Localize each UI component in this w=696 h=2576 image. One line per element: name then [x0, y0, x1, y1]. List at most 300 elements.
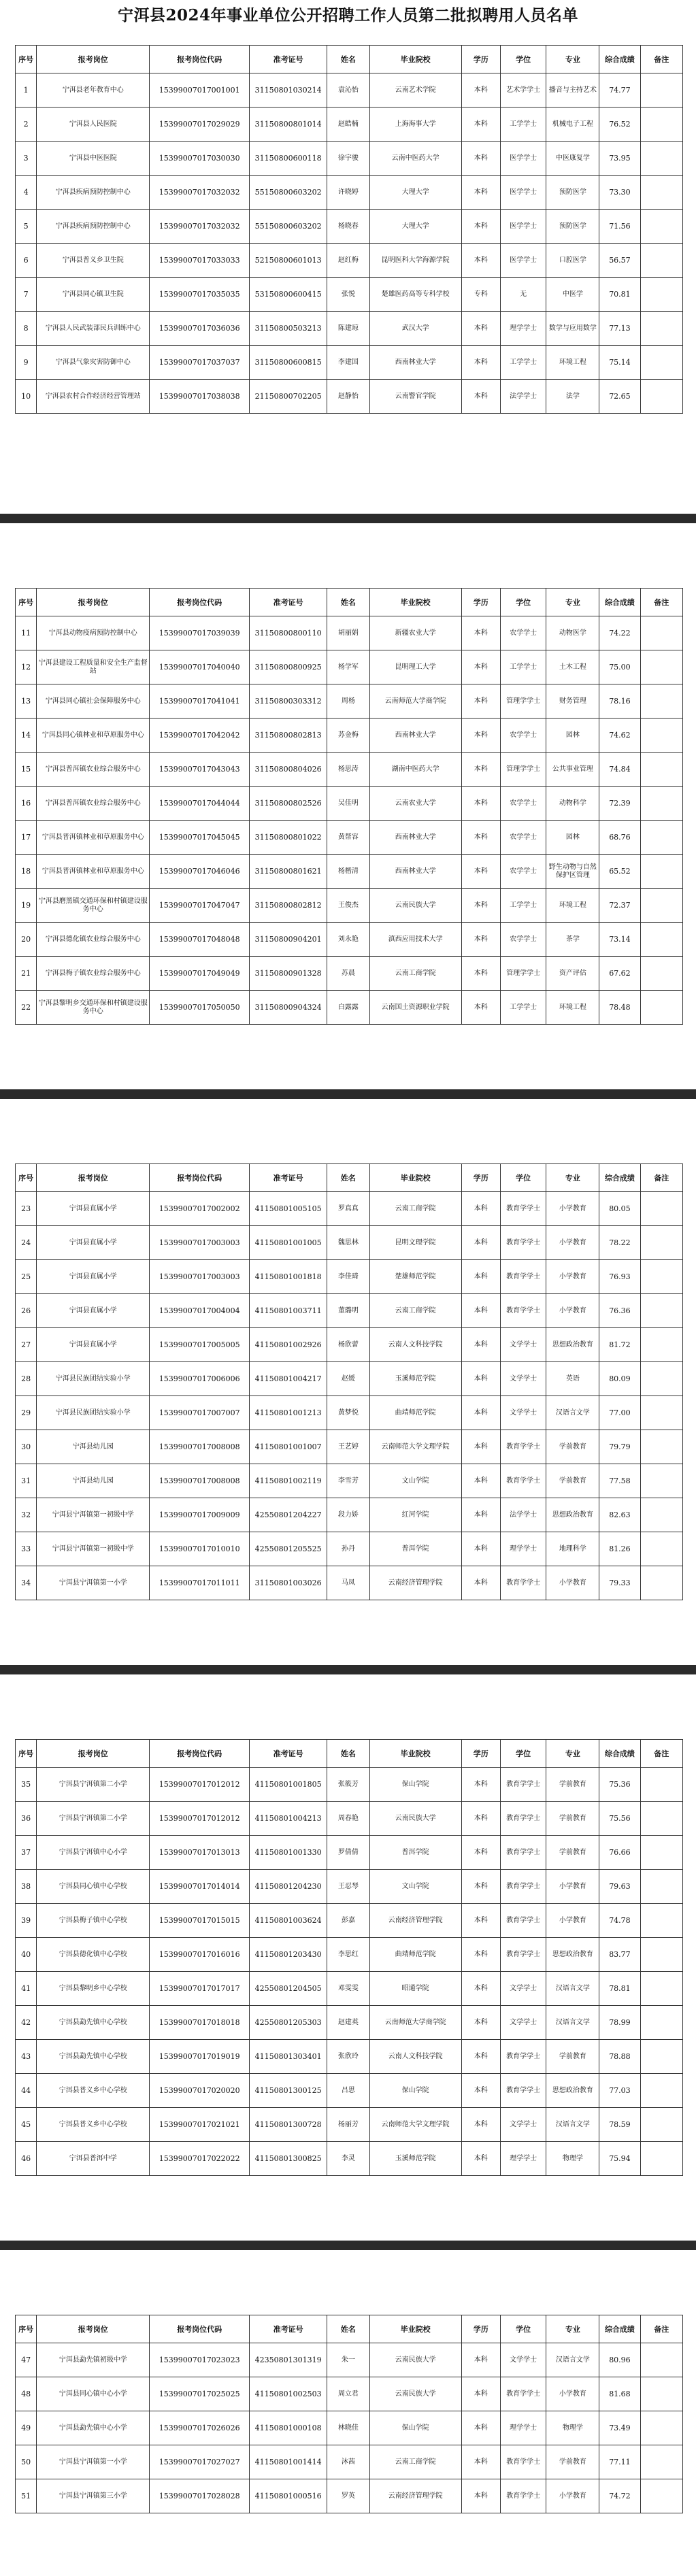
cell-seq: 10 — [16, 380, 37, 414]
cell-name: 邓雯雯 — [327, 1972, 369, 2006]
cell-exam-number: 31150800802526 — [249, 787, 327, 821]
cell-name: 李灵 — [327, 2142, 369, 2176]
cell-major: 动物科学 — [546, 787, 599, 821]
cell-name: 苏晨 — [327, 957, 369, 991]
cell-exam-number: 42550801205303 — [249, 2006, 327, 2040]
column-header-major: 专业 — [546, 2315, 599, 2343]
cell-score: 76.36 — [599, 1294, 640, 1328]
cell-education: 本科 — [461, 108, 500, 142]
cell-post-code: 15399007017022022 — [150, 2142, 250, 2176]
cell-name: 吕思 — [327, 2074, 369, 2108]
table-row — [16, 957, 683, 991]
cell-post-code: 15399007017006006 — [150, 1362, 250, 1396]
cell-post-code: 15399007017025025 — [150, 2377, 250, 2411]
cell-score: 82.63 — [599, 1498, 640, 1532]
page-divider — [0, 1089, 696, 1099]
cell-name: 赵皓楠 — [327, 108, 369, 142]
cell-post: 宁洱县农村合作经济经营管理站 — [37, 380, 150, 414]
cell-score: 74.22 — [599, 616, 640, 650]
cell-education: 本科 — [461, 616, 500, 650]
roster-section-3 — [0, 1163, 696, 1600]
table-row — [16, 2006, 683, 2040]
cell-post: 宁洱县普义乡中心学校 — [37, 2108, 150, 2142]
cell-score: 68.76 — [599, 821, 640, 855]
cell-school: 云南民族大学 — [369, 2343, 461, 2377]
cell-post-code: 15399007017018018 — [150, 2006, 250, 2040]
cell-post: 宁洱县疾病预防控制中心 — [37, 210, 150, 244]
cell-exam-number: 31150800303312 — [249, 684, 327, 719]
cell-seq: 27 — [16, 1328, 37, 1362]
cell-education: 本科 — [461, 1294, 500, 1328]
cell-note — [640, 278, 682, 312]
cell-post: 宁洱县勐先镇中心小学 — [37, 2411, 150, 2445]
cell-degree: 教育学学士 — [500, 2445, 546, 2479]
cell-name: 王俊杰 — [327, 889, 369, 923]
roster-section-1 — [0, 45, 696, 414]
cell-education: 本科 — [461, 142, 500, 176]
cell-exam-number: 31150800802812 — [249, 889, 327, 923]
cell-post-code: 15399007017001001 — [150, 73, 250, 108]
cell-degree: 教育学学士 — [500, 1226, 546, 1260]
table-row — [16, 2074, 683, 2108]
cell-school: 保山学院 — [369, 2074, 461, 2108]
cell-score: 80.05 — [599, 1192, 640, 1226]
cell-major: 学前教育 — [546, 2040, 599, 2074]
cell-post: 宁洱县同心镇中心学校 — [37, 1870, 150, 1904]
cell-score: 78.59 — [599, 2108, 640, 2142]
cell-post: 宁洱县同心镇中心小学 — [37, 2377, 150, 2411]
cell-name: 王艺婷 — [327, 1430, 369, 1464]
cell-education: 本科 — [461, 1904, 500, 1938]
cell-note — [640, 1836, 682, 1870]
cell-degree: 医学学士 — [500, 244, 546, 278]
column-header-seq: 序号 — [16, 1164, 37, 1192]
cell-major: 汉语言文学 — [546, 2108, 599, 2142]
cell-seq: 13 — [16, 684, 37, 719]
cell-major: 资产评估 — [546, 957, 599, 991]
cell-note — [640, 210, 682, 244]
cell-seq: 41 — [16, 1972, 37, 2006]
cell-school: 玉溪师范学院 — [369, 2142, 461, 2176]
roster-table — [15, 588, 683, 1025]
cell-note — [640, 753, 682, 787]
cell-seq: 46 — [16, 2142, 37, 2176]
cell-score: 73.95 — [599, 142, 640, 176]
cell-education: 本科 — [461, 346, 500, 380]
cell-school: 云南民族大学 — [369, 2377, 461, 2411]
cell-post: 宁洱县普洱镇林业和草原服务中心 — [37, 855, 150, 889]
cell-degree: 文学学士 — [500, 1396, 546, 1430]
cell-note — [640, 991, 682, 1025]
cell-school: 云南人文科技学院 — [369, 1328, 461, 1362]
cell-post-code: 15399007017030030 — [150, 142, 250, 176]
cell-seq: 49 — [16, 2411, 37, 2445]
cell-post-code: 15399007017050050 — [150, 991, 250, 1025]
table-row — [16, 176, 683, 210]
cell-education: 本科 — [461, 684, 500, 719]
cell-school: 红河学院 — [369, 1498, 461, 1532]
column-header-post-code: 报考岗位代码 — [150, 589, 250, 616]
cell-post: 宁洱县梅子镇中心学校 — [37, 1904, 150, 1938]
cell-exam-number: 31150800801022 — [249, 821, 327, 855]
cell-major: 学前教育 — [546, 2445, 599, 2479]
cell-note — [640, 821, 682, 855]
cell-seq: 4 — [16, 176, 37, 210]
cell-degree: 教育学学士 — [500, 1430, 546, 1464]
cell-score: 71.56 — [599, 210, 640, 244]
table-row — [16, 1294, 683, 1328]
cell-note — [640, 923, 682, 957]
cell-seq: 2 — [16, 108, 37, 142]
cell-school: 楚雄师范学院 — [369, 1260, 461, 1294]
cell-note — [640, 1226, 682, 1260]
table-row — [16, 2445, 683, 2479]
cell-note — [640, 1328, 682, 1362]
cell-exam-number: 42350801301319 — [249, 2343, 327, 2377]
cell-exam-number: 42550801204227 — [249, 1498, 327, 1532]
cell-major: 中医学 — [546, 278, 599, 312]
cell-school: 昆明医科大学海源学院 — [369, 244, 461, 278]
table-row — [16, 1226, 683, 1260]
column-header-post: 报考岗位 — [37, 2315, 150, 2343]
cell-education: 本科 — [461, 244, 500, 278]
cell-score: 74.84 — [599, 753, 640, 787]
column-header-seq: 序号 — [16, 46, 37, 73]
cell-school: 云南经济管理学院 — [369, 1904, 461, 1938]
cell-major: 思想政治教育 — [546, 1328, 599, 1362]
cell-post-code: 15399007017043043 — [150, 753, 250, 787]
cell-exam-number: 41150801002503 — [249, 2377, 327, 2411]
cell-school: 文山学院 — [369, 1464, 461, 1498]
cell-school: 上海海事大学 — [369, 108, 461, 142]
table-row — [16, 1430, 683, 1464]
column-header-degree: 学位 — [500, 1740, 546, 1768]
cell-major: 环境工程 — [546, 889, 599, 923]
cell-school: 曲靖师范学院 — [369, 1396, 461, 1430]
cell-name: 徐宇骏 — [327, 142, 369, 176]
cell-seq: 43 — [16, 2040, 37, 2074]
column-header-school: 毕业院校 — [369, 2315, 461, 2343]
column-header-post: 报考岗位 — [37, 1740, 150, 1768]
column-header-post-code: 报考岗位代码 — [150, 1740, 250, 1768]
cell-post-code: 15399007017038038 — [150, 380, 250, 414]
cell-exam-number: 41150801300825 — [249, 2142, 327, 2176]
cell-major: 汉语言文学 — [546, 2343, 599, 2377]
cell-seq: 21 — [16, 957, 37, 991]
table-row — [16, 1836, 683, 1870]
table-row — [16, 380, 683, 414]
cell-major: 园林 — [546, 821, 599, 855]
table-row — [16, 650, 683, 684]
cell-post-code: 15399007017041041 — [150, 684, 250, 719]
cell-note — [640, 73, 682, 108]
cell-education: 本科 — [461, 1938, 500, 1972]
cell-score: 78.81 — [599, 1972, 640, 2006]
cell-post-code: 15399007017047047 — [150, 889, 250, 923]
cell-post-code: 15399007017032032 — [150, 176, 250, 210]
cell-score: 78.16 — [599, 684, 640, 719]
cell-post: 宁洱县直属小学 — [37, 1192, 150, 1226]
cell-score: 77.03 — [599, 2074, 640, 2108]
cell-degree: 工学学士 — [500, 991, 546, 1025]
cell-score: 78.99 — [599, 2006, 640, 2040]
column-header-score: 综合成绩 — [599, 46, 640, 73]
table-row — [16, 1972, 683, 2006]
cell-school: 云南师范大学商学院 — [369, 2006, 461, 2040]
cell-post-code: 15399007017044044 — [150, 787, 250, 821]
table-row — [16, 1768, 683, 1802]
cell-post: 宁洱县同心镇卫生院 — [37, 278, 150, 312]
table-row — [16, 684, 683, 719]
cell-major: 预防医学 — [546, 176, 599, 210]
cell-exam-number: 31150800801621 — [249, 855, 327, 889]
cell-school: 曲靖师范学院 — [369, 1938, 461, 1972]
table-row — [16, 2142, 683, 2176]
cell-exam-number: 31150800901328 — [249, 957, 327, 991]
table-row — [16, 278, 683, 312]
cell-school: 云南工商学院 — [369, 957, 461, 991]
cell-note — [640, 855, 682, 889]
cell-education: 本科 — [461, 2479, 500, 2513]
column-header-education: 学历 — [461, 46, 500, 73]
roster-table — [15, 45, 683, 414]
cell-seq: 23 — [16, 1192, 37, 1226]
cell-seq: 7 — [16, 278, 37, 312]
cell-major: 机械电子工程 — [546, 108, 599, 142]
table-row — [16, 1904, 683, 1938]
cell-post: 宁洱县幼儿园 — [37, 1430, 150, 1464]
cell-name: 朱一 — [327, 2343, 369, 2377]
cell-note — [640, 1566, 682, 1600]
cell-post-code: 15399007017046046 — [150, 855, 250, 889]
cell-degree: 农学学士 — [500, 923, 546, 957]
cell-major: 思想政治教育 — [546, 1498, 599, 1532]
cell-post: 宁洱县人民医院 — [37, 108, 150, 142]
cell-education: 本科 — [461, 1566, 500, 1600]
cell-school: 云南民族大学 — [369, 1802, 461, 1836]
cell-exam-number: 41150801002926 — [249, 1328, 327, 1362]
cell-post-code: 15399007017021021 — [150, 2108, 250, 2142]
cell-post: 宁洱县宁洱镇第一初级中学 — [37, 1532, 150, 1566]
cell-note — [640, 1768, 682, 1802]
table-row — [16, 1802, 683, 1836]
column-header-seq: 序号 — [16, 1740, 37, 1768]
cell-major: 小学教育 — [546, 1566, 599, 1600]
cell-note — [640, 2006, 682, 2040]
cell-major: 思想政治教育 — [546, 1938, 599, 1972]
cell-major: 野生动物与自然保护区管理 — [546, 855, 599, 889]
table-row — [16, 923, 683, 957]
cell-major: 学前教育 — [546, 1836, 599, 1870]
page-divider — [0, 514, 696, 523]
cell-score: 77.58 — [599, 1464, 640, 1498]
cell-score: 79.33 — [599, 1566, 640, 1600]
cell-degree: 管理学学士 — [500, 684, 546, 719]
cell-post: 宁洱县宁洱镇第一初级中学 — [37, 1498, 150, 1532]
cell-seq: 29 — [16, 1396, 37, 1430]
cell-post-code: 15399007017003003 — [150, 1260, 250, 1294]
cell-post-code: 15399007017032032 — [150, 210, 250, 244]
column-header-school: 毕业院校 — [369, 1164, 461, 1192]
cell-school: 西南林业大学 — [369, 719, 461, 753]
column-header-score: 综合成绩 — [599, 1164, 640, 1192]
cell-note — [640, 1802, 682, 1836]
cell-note — [640, 2108, 682, 2142]
cell-post-code: 15399007017027027 — [150, 2445, 250, 2479]
cell-post-code: 15399007017023023 — [150, 2343, 250, 2377]
cell-seq: 22 — [16, 991, 37, 1025]
cell-score: 83.77 — [599, 1938, 640, 1972]
cell-post: 宁洱县老年教育中心 — [37, 73, 150, 108]
cell-score: 75.36 — [599, 1768, 640, 1802]
cell-education: 本科 — [461, 2040, 500, 2074]
cell-education: 本科 — [461, 1532, 500, 1566]
cell-score: 78.48 — [599, 991, 640, 1025]
cell-post: 宁洱县同心镇社会保障服务中心 — [37, 684, 150, 719]
column-header-school: 毕业院校 — [369, 1740, 461, 1768]
cell-post: 宁洱县普洱镇农业综合服务中心 — [37, 787, 150, 821]
cell-exam-number: 41150801000108 — [249, 2411, 327, 2445]
cell-exam-number: 31150800801014 — [249, 108, 327, 142]
cell-major: 公共事业管理 — [546, 753, 599, 787]
cell-seq: 28 — [16, 1362, 37, 1396]
cell-degree: 理学学士 — [500, 2142, 546, 2176]
cell-note — [640, 2377, 682, 2411]
cell-degree: 教育学学士 — [500, 1464, 546, 1498]
cell-name: 彭嘉 — [327, 1904, 369, 1938]
cell-note — [640, 1498, 682, 1532]
cell-school: 云南国土资源职业学院 — [369, 991, 461, 1025]
roster-table — [15, 1163, 683, 1600]
cell-major: 学前教育 — [546, 1430, 599, 1464]
cell-score: 75.00 — [599, 650, 640, 684]
cell-exam-number: 55150800603202 — [249, 176, 327, 210]
cell-score: 81.26 — [599, 1532, 640, 1566]
table-row — [16, 2377, 683, 2411]
table-row — [16, 2343, 683, 2377]
cell-post-code: 15399007017039039 — [150, 616, 250, 650]
cell-seq: 14 — [16, 719, 37, 753]
cell-school: 大理大学 — [369, 176, 461, 210]
column-header-name: 姓名 — [327, 1740, 369, 1768]
cell-exam-number: 41150801204230 — [249, 1870, 327, 1904]
cell-school: 保山学院 — [369, 2411, 461, 2445]
cell-exam-number: 41150801001005 — [249, 1226, 327, 1260]
cell-post: 宁洱县宁洱镇第一小学 — [37, 1566, 150, 1600]
cell-seq: 19 — [16, 889, 37, 923]
column-header-major: 专业 — [546, 46, 599, 73]
cell-post: 宁洱县幼儿园 — [37, 1464, 150, 1498]
cell-score: 74.78 — [599, 1904, 640, 1938]
cell-note — [640, 1294, 682, 1328]
cell-post-code: 15399007017026026 — [150, 2411, 250, 2445]
cell-education: 本科 — [461, 1836, 500, 1870]
cell-post: 宁洱县动物疫病预防控制中心 — [37, 616, 150, 650]
roster-section-5 — [0, 2315, 696, 2513]
table-row — [16, 991, 683, 1025]
cell-school: 昆明文理学院 — [369, 1226, 461, 1260]
cell-education: 本科 — [461, 2108, 500, 2142]
cell-score: 74.72 — [599, 2479, 640, 2513]
cell-degree: 理学学士 — [500, 2411, 546, 2445]
column-header-exam-number: 准考证号 — [249, 589, 327, 616]
cell-exam-number: 31150800600815 — [249, 346, 327, 380]
cell-education: 本科 — [461, 923, 500, 957]
cell-seq: 39 — [16, 1904, 37, 1938]
cell-education: 本科 — [461, 380, 500, 414]
table-row — [16, 108, 683, 142]
cell-name: 杨丽芳 — [327, 2108, 369, 2142]
cell-education: 本科 — [461, 991, 500, 1025]
cell-school: 湖南中医药大学 — [369, 753, 461, 787]
cell-degree: 教育学学士 — [500, 1870, 546, 1904]
table-row — [16, 1464, 683, 1498]
cell-major: 物理学 — [546, 2411, 599, 2445]
cell-score: 75.14 — [599, 346, 640, 380]
cell-education: 本科 — [461, 753, 500, 787]
cell-note — [640, 346, 682, 380]
cell-degree: 文学学士 — [500, 2343, 546, 2377]
column-header-name: 姓名 — [327, 46, 369, 73]
cell-school: 保山学院 — [369, 1768, 461, 1802]
cell-score: 72.65 — [599, 380, 640, 414]
cell-education: 本科 — [461, 2074, 500, 2108]
column-header-post-code: 报考岗位代码 — [150, 1164, 250, 1192]
cell-note — [640, 1430, 682, 1464]
column-header-degree: 学位 — [500, 1164, 546, 1192]
table-header-row — [16, 1740, 683, 1768]
page-title: 宁洱县2024年事业单位公开招聘工作人员第二批拟聘用人员名单 — [117, 6, 578, 24]
column-header-major: 专业 — [546, 1740, 599, 1768]
cell-exam-number: 41150801005105 — [249, 1192, 327, 1226]
cell-school: 云南经济管理学院 — [369, 2479, 461, 2513]
cell-education: 本科 — [461, 1328, 500, 1362]
column-header-score: 综合成绩 — [599, 1740, 640, 1768]
cell-major: 小学教育 — [546, 1192, 599, 1226]
cell-degree: 工学学士 — [500, 889, 546, 923]
cell-degree: 工学学士 — [500, 346, 546, 380]
cell-education: 本科 — [461, 1498, 500, 1532]
cell-name: 白露露 — [327, 991, 369, 1025]
cell-note — [640, 2445, 682, 2479]
cell-major: 预防医学 — [546, 210, 599, 244]
cell-school: 西南林业大学 — [369, 346, 461, 380]
column-header-note: 备注 — [640, 1740, 682, 1768]
cell-seq: 12 — [16, 650, 37, 684]
cell-school: 云南师范大学文理学院 — [369, 2108, 461, 2142]
column-header-note: 备注 — [640, 1164, 682, 1192]
cell-post-code: 15399007017016016 — [150, 1938, 250, 1972]
cell-note — [640, 380, 682, 414]
cell-education: 本科 — [461, 73, 500, 108]
cell-exam-number: 41150801004213 — [249, 1802, 327, 1836]
cell-seq: 11 — [16, 616, 37, 650]
cell-name: 张欣玲 — [327, 2040, 369, 2074]
cell-name: 陈建琼 — [327, 312, 369, 346]
column-header-education: 学历 — [461, 1740, 500, 1768]
cell-major: 学前教育 — [546, 1464, 599, 1498]
cell-score: 67.62 — [599, 957, 640, 991]
cell-degree: 教育学学士 — [500, 1802, 546, 1836]
cell-exam-number: 41150801004217 — [249, 1362, 327, 1396]
cell-post-code: 15399007017037037 — [150, 346, 250, 380]
cell-school: 云南师范大学商学院 — [369, 684, 461, 719]
table-row — [16, 244, 683, 278]
cell-note — [640, 2479, 682, 2513]
cell-education: 本科 — [461, 210, 500, 244]
column-header-degree: 学位 — [500, 2315, 546, 2343]
cell-score: 76.66 — [599, 1836, 640, 1870]
